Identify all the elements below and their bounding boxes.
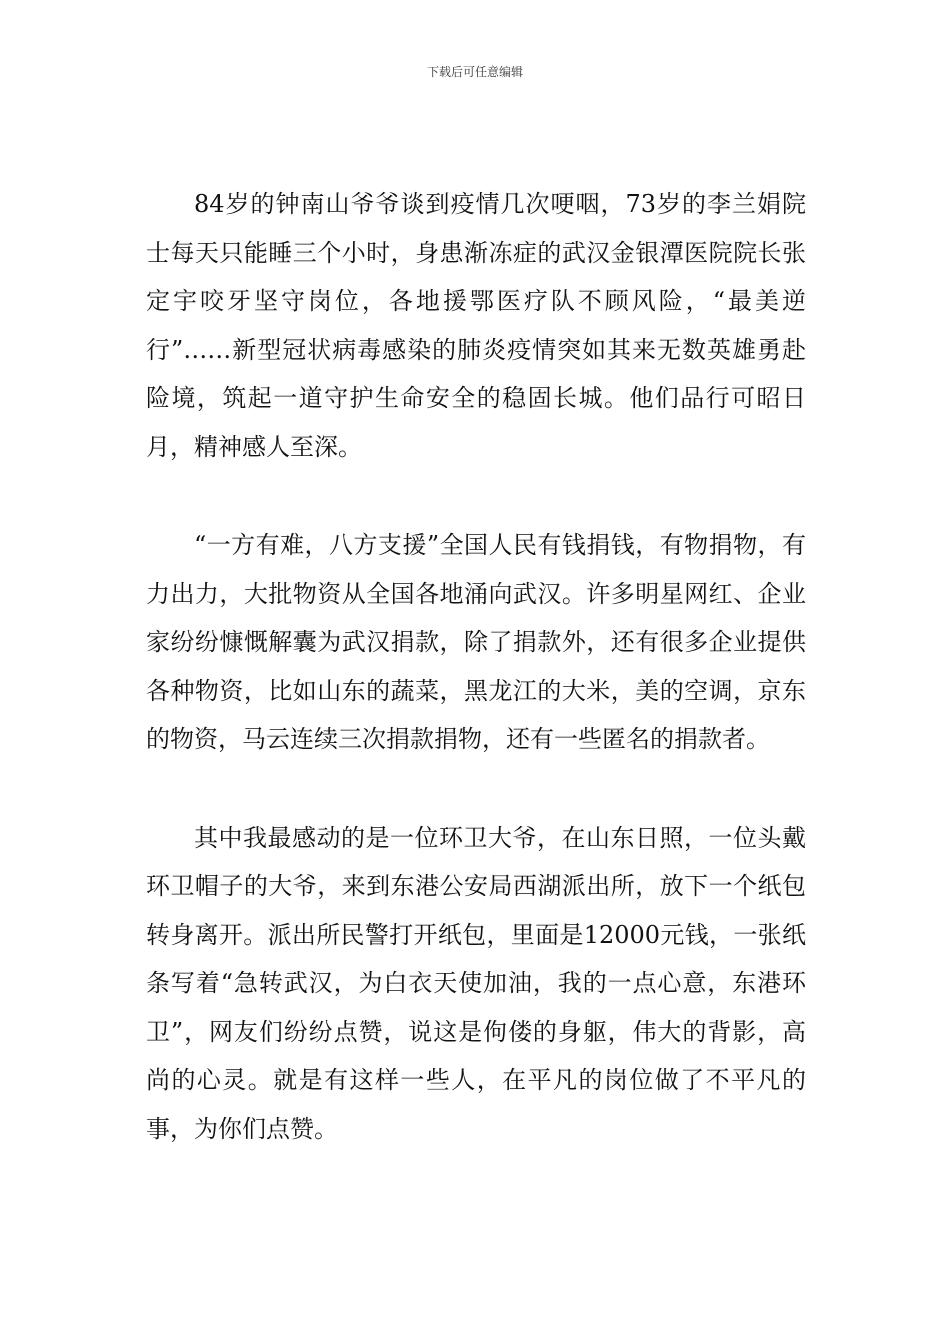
- paragraph-2: “一方有难，八方支援”全国人民有钱捐钱，有物捐物，有力出力，大批物资从全国各地涌向武汉。许多明星网红、企业家纷纷慷慨解囊为武汉捐款，除了捐款外，还有很多企业提供各种物资，比如山东的蔬菜，黑龙江的大米，美的空调，京东的物资，马云连续三次捐款捐物，还有一些匿名的捐款者。: [146, 531, 806, 753]
- paragraph-3: 其中我最感动的是一位环卫大爷，在山东日照，一位头戴环卫帽子的大爷，来到东港公安局西湖派出所，放下一个纸包转身离开。派出所民警打开纸包，里面是12000元钱，一张纸条写着“急转武汉，为白衣天使加油，我的一点心意，东港环卫”，网友们纷纷点赞，说这是佝偻的身躯，伟大的背影，高尚的心灵。就是有这样一些人，在平凡的岗位做了不平凡的事，为你们点赞。: [146, 823, 806, 1143]
- document-body: [146, 180, 806, 1153]
- page-header: 下载后可任意编辑: [426, 65, 523, 79]
- paragraph-1: 84岁的钟南山爷爷谈到疫情几次哽咽，73岁的李兰娟院士每天只能睡三个小时，身患渐冻症的武汉金银潭医院院长张定宇咬牙坚守岗位，各地援鄂医疗队不顾风险，“最美逆行”……新型冠状病毒感染的肺炎疫情突如其来无数英雄勇赴险境，筑起一道守护生命安全的稳固长城。他们品行可昭日月，精神感人至深。: [146, 190, 806, 461]
